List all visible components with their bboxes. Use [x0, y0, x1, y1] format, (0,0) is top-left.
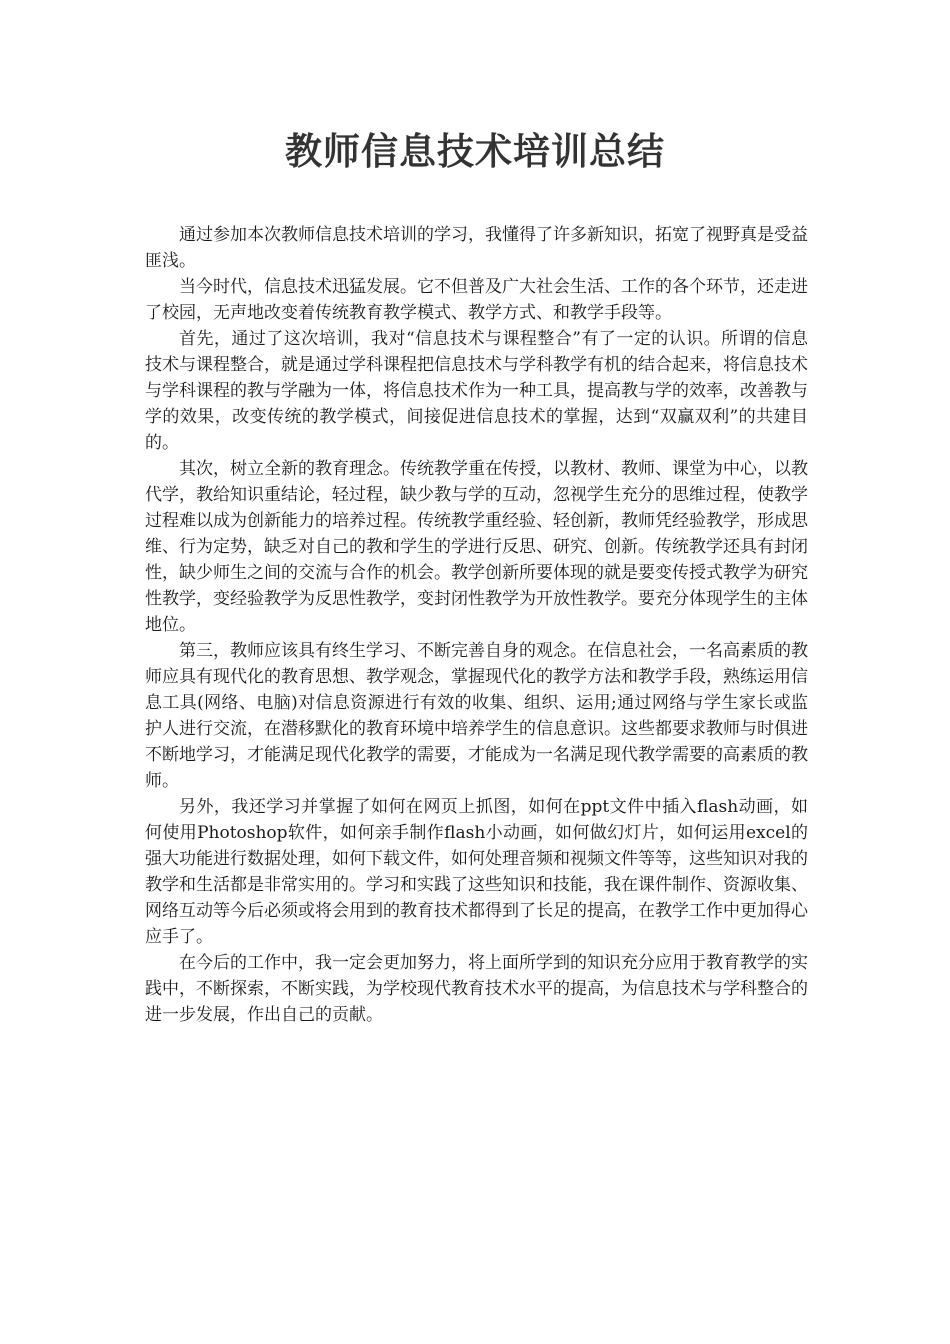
paragraph-conclusion: 在今后的工作中，我一定会更加努力，将上面所学到的知识充分应用于教育教学的实践中，不断探索，不断实践，为学校现代教育技术水平的提高，为信息技术与学科整合的进一步发展，作出自己的贡献。	[145, 953, 808, 1025]
paragraph-intro: 通过参加本次教师信息技术培训的学习，我懂得了许多新知识，拓宽了视野真是受益匪浅。	[145, 225, 808, 271]
paragraph-third-point: 第三，教师应该具有终生学习、不断完善自身的观念。在信息社会，一名高素质的教师应具有现代化的教育思想、教学观念，掌握现代化的教学方法和教学手段，熟练运用信息工具(网络、电脑)对信息资源进行有效的收集、组织、运用;通过网络与学生家长或监护人进行交流，在潜移默化的教育环境中培养学生的信息意识。这些都要求教师与时俱进不断地学习，才能满足现代化教学的需要，才能成为一名满足现代教学需要的高素质的教师。	[145, 641, 808, 791]
document-title: 教师信息技术培训总结	[285, 130, 665, 173]
paragraph-background: 当今时代，信息技术迅猛发展。它不但普及广大社会生活、工作的各个环节，还走进了校园，无声地改变着传统教育教学模式、教学方式、和教学手段等。	[145, 277, 808, 323]
document-body	[145, 222, 808, 1028]
paragraph-skills: 另外，我还学习并掌握了如何在网页上抓图，如何在ppt文件中插入flash动画，如何使用Photoshop软件，如何亲手制作flash小动画，如何做幻灯片，如何运用excel的强大功能进行数据处理，如何下载文件，如何处理音频和视频文件等等，这些知识对我的教学和生活都是非常实用的。学习和实践了这些知识和技能，我在课件制作、资源收集、网络互动等今后必须或将会用到的教育技术都得到了长足的提高，在教学工作中更加得心应手了。	[145, 797, 808, 947]
paragraph-second-point: 其次，树立全新的教育理念。传统教学重在传授，以教材、教师、课堂为中心，以教代学，教给知识重结论，轻过程，缺少教与学的互动，忽视学生充分的思维过程，使教学过程难以成为创新能力的培养过程。传统教学重经验、轻创新，教师凭经验教学，形成思维、行为定势，缺乏对自己的教和学生的学进行反思、研究、创新。传统教学还具有封闭性，缺少师生之间的交流与合作的机会。教学创新所要体现的就是要变传授式教学为研究性教学，变经验教学为反思性教学，变封闭性教学为开放性教学。要充分体现学生的主体地位。	[145, 459, 808, 635]
paragraph-first-point: 首先，通过了这次培训，我对“信息技术与课程整合”有了一定的认识。所谓的信息技术与课程整合，就是通过学科课程把信息技术与学科教学有机的结合起来，将信息技术与学科课程的教与学融为一体，将信息技术作为一种工具，提高教与学的效率，改善教与学的效果，改变传统的教学模式，间接促进信息技术的掌握，达到“双赢双利”的共建目的。	[145, 329, 808, 453]
